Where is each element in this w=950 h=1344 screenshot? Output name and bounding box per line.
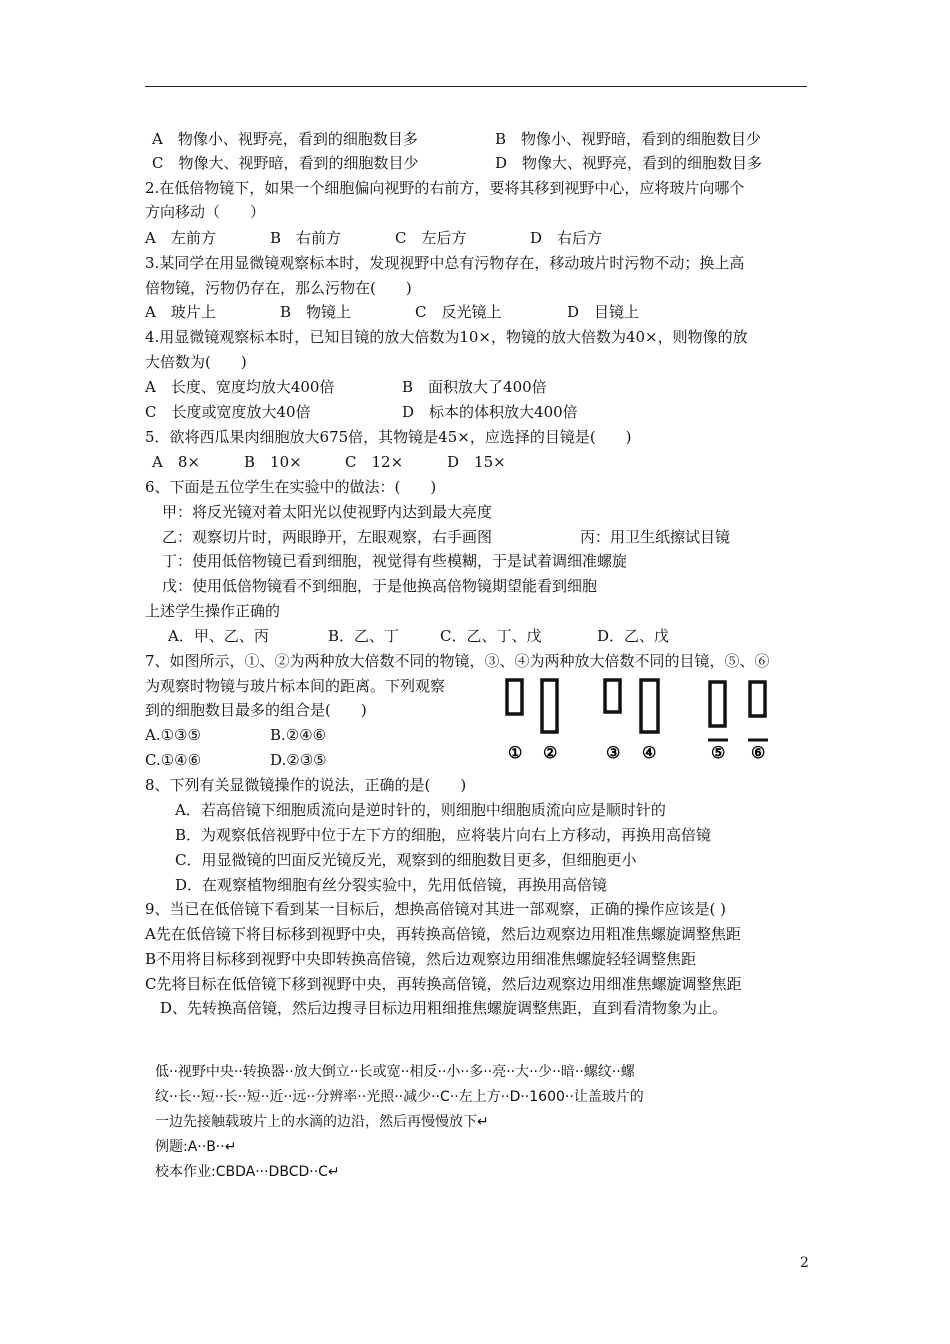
- question-line-25-part-0: C.①④⑥: [145, 751, 202, 769]
- answer-line-3: 例题:A··B··↵: [155, 1139, 237, 1155]
- question-line-20-part-0: A．甲、乙、丙: [168, 627, 269, 645]
- question-line-4-part-2: C 左后方: [395, 229, 467, 247]
- answer-line-2: 一边先接触载玻片上的水滴的边沿，然后再慢慢放下↵: [155, 1114, 489, 1130]
- question-line-23: 到的细胞数目最多的组合是( ): [145, 701, 367, 719]
- header-rule: [145, 86, 807, 87]
- question-line-10-part-1: B 面积放大了400倍: [402, 378, 547, 396]
- question-line-8: 4.用显微镜观察标本时，已知目镜的放大倍数为10×，物镜的放大倍数为40×，则物像的放: [145, 328, 748, 346]
- question-line-4-part-1: B 右前方: [270, 229, 342, 247]
- question-line-25-part-1: D.②③⑤: [270, 751, 327, 769]
- page-number: 2: [800, 1255, 809, 1271]
- question-line-7-part-1: B 物镜上: [280, 303, 352, 321]
- question-line-5: 3.某同学在用显微镜观察标本时，发现视野中总有污物存在，移动玻片时污物不动；换上高: [145, 254, 745, 272]
- question-line-20-part-3: D．乙、戊: [597, 627, 670, 645]
- question-line-21: 7、如图所示，①、②为两种放大倍数不同的物镜，③、④为两种放大倍数不同的目镜，⑤、⑥: [145, 652, 770, 670]
- question-line-4-part-0: A 左前方: [145, 229, 216, 247]
- question-line-30: D．在观察植物细胞有丝分裂实验中，先用低倍镜，再换用高倍镜: [175, 876, 608, 894]
- question-line-6: 倍物镜，污物仍存在，那么污物在( ): [145, 279, 412, 297]
- question-line-28: B．为观察低倍视野中位于左下方的细胞，应将装片向右上方移动，再换用高倍镜: [175, 826, 712, 844]
- question-line-13-part-2: C 12×: [345, 453, 404, 471]
- figure-label-4: ④: [642, 743, 657, 762]
- question-line-7-part-2: C 反光镜上: [415, 303, 502, 321]
- question-line-13-part-0: A 8×: [152, 453, 200, 471]
- objective-2-shape: [542, 680, 557, 732]
- question-line-0-part-1: B 物像小、视野暗，看到的细胞数目少: [495, 130, 762, 148]
- question-line-10-part-0: A 长度、宽度均放大400倍: [145, 378, 335, 396]
- question-line-20-part-2: C．乙、丁、戊: [440, 627, 542, 645]
- question-line-24-part-1: B.②④⑥: [270, 726, 327, 744]
- figure-label-1: ①: [508, 743, 523, 762]
- microscope-lens-figure: [500, 672, 775, 767]
- question-line-16-part-0: 乙：观察切片时，两眼睁开，左眼观察，右手画图: [162, 528, 493, 546]
- question-line-13-part-1: B 10×: [244, 453, 302, 471]
- figure-label-5: ⑤: [711, 743, 726, 762]
- question-line-32: A先在低倍镜下将目标移到视野中央，再转换高倍镜，然后边观察边用粗准焦螺旋调整焦距: [145, 925, 741, 943]
- question-line-22: 为观察时物镜与玻片标本间的距离。下列观察: [145, 677, 446, 695]
- question-line-35: D、先转换高倍镜，然后边搜寻目标边用粗细推焦螺旋调整焦距，直到看清物象为止。: [160, 999, 728, 1017]
- question-line-31: 9、当已在低倍镜下看到某一目标后，想换高倍镜对其进一部观察，正确的操作应该是( ): [145, 900, 727, 918]
- question-line-26: 8、下列有关显微镜操作的说法，正确的是( ): [145, 776, 467, 794]
- question-line-15: 甲：将反光镜对着太阳光以使视野内达到最大亮度: [162, 503, 493, 521]
- question-line-7-part-3: D 目镜上: [567, 303, 640, 321]
- question-line-4-part-3: D 右后方: [530, 229, 603, 247]
- question-line-2: 2.在低倍物镜下，如果一个细胞偏向视野的右前方，要将其移到视野中心，应将玻片向哪个: [145, 179, 745, 197]
- question-line-0-part-0: A 物像小、视野亮，看到的细胞数目多: [152, 130, 418, 148]
- eyepiece-3-shape: [605, 680, 620, 712]
- question-line-14: 6、下面是五位学生在实验中的做法：( ): [145, 478, 437, 496]
- question-line-16-part-1: 丙：用卫生纸擦试目镜: [580, 528, 731, 546]
- question-line-11-part-1: D 标本的体积放大400倍: [402, 403, 578, 421]
- figure-label-2: ②: [543, 743, 558, 762]
- question-line-19: 上述学生操作正确的: [145, 602, 281, 620]
- question-line-33: B不用将目标移到视野中央即转换高倍镜，然后边观察边用细准焦螺旋轻轻调整焦距: [145, 950, 697, 968]
- distance-6-shape: [750, 682, 765, 716]
- answer-line-0: 低··视野中央··转换器··放大倒立··长或宽··相反··小··多··亮··大··少··暗··螺纹··螺: [155, 1064, 635, 1080]
- question-line-3: 方向移动（ ）: [145, 203, 266, 221]
- distance-5-shape: [710, 682, 725, 726]
- figure-label-6: ⑥: [751, 743, 766, 762]
- question-line-11-part-0: C 长度或宽度放大40倍: [145, 403, 311, 421]
- question-line-12: 5．欲将西瓜果肉细胞放大675倍，其物镜是45×，应选择的目镜是( ): [145, 428, 632, 446]
- question-line-1-part-1: D 物像大、视野亮，看到的细胞数目多: [495, 154, 763, 172]
- question-line-9: 大倍数为( ): [145, 353, 247, 371]
- question-line-13-part-3: D 15×: [447, 453, 506, 471]
- figure-label-3: ③: [606, 743, 621, 762]
- question-line-34: C先将目标在低倍镜下移到视野中央，再转换高倍镜，然后边观察边用细准焦螺旋调整焦距: [145, 975, 742, 993]
- question-line-1-part-0: C 物像大、视野暗，看到的细胞数目少: [152, 154, 419, 172]
- question-line-27: A．若高倍镜下细胞质流向是逆时针的，则细胞中细胞质流向应是顺时针的: [175, 801, 666, 819]
- eyepiece-4-shape: [641, 680, 658, 732]
- question-line-20-part-1: B．乙、丁: [328, 627, 400, 645]
- question-line-29: C．用显微镜的凹面反光镜反光，观察到的细胞数目更多，但细胞更小: [175, 851, 637, 869]
- question-line-17: 丁：使用低倍物镜已看到细胞，视觉得有些模糊，于是试着调细准螺旋: [162, 552, 628, 570]
- question-line-7-part-0: A 玻片上: [145, 303, 216, 321]
- question-line-18: 戊：使用低倍物镜看不到细胞，于是他换高倍物镜期望能看到细胞: [162, 577, 598, 595]
- question-line-24-part-0: A.①③⑤: [145, 726, 201, 744]
- answer-line-1: 纹··长··短··长··短··近··远··分辨率··光照··减少··C··左上方··D··1600··让盖玻片的: [155, 1089, 644, 1105]
- objective-1-shape: [507, 680, 522, 714]
- answer-line-4: 校本作业:CBDA···DBCD··C↵: [155, 1164, 340, 1180]
